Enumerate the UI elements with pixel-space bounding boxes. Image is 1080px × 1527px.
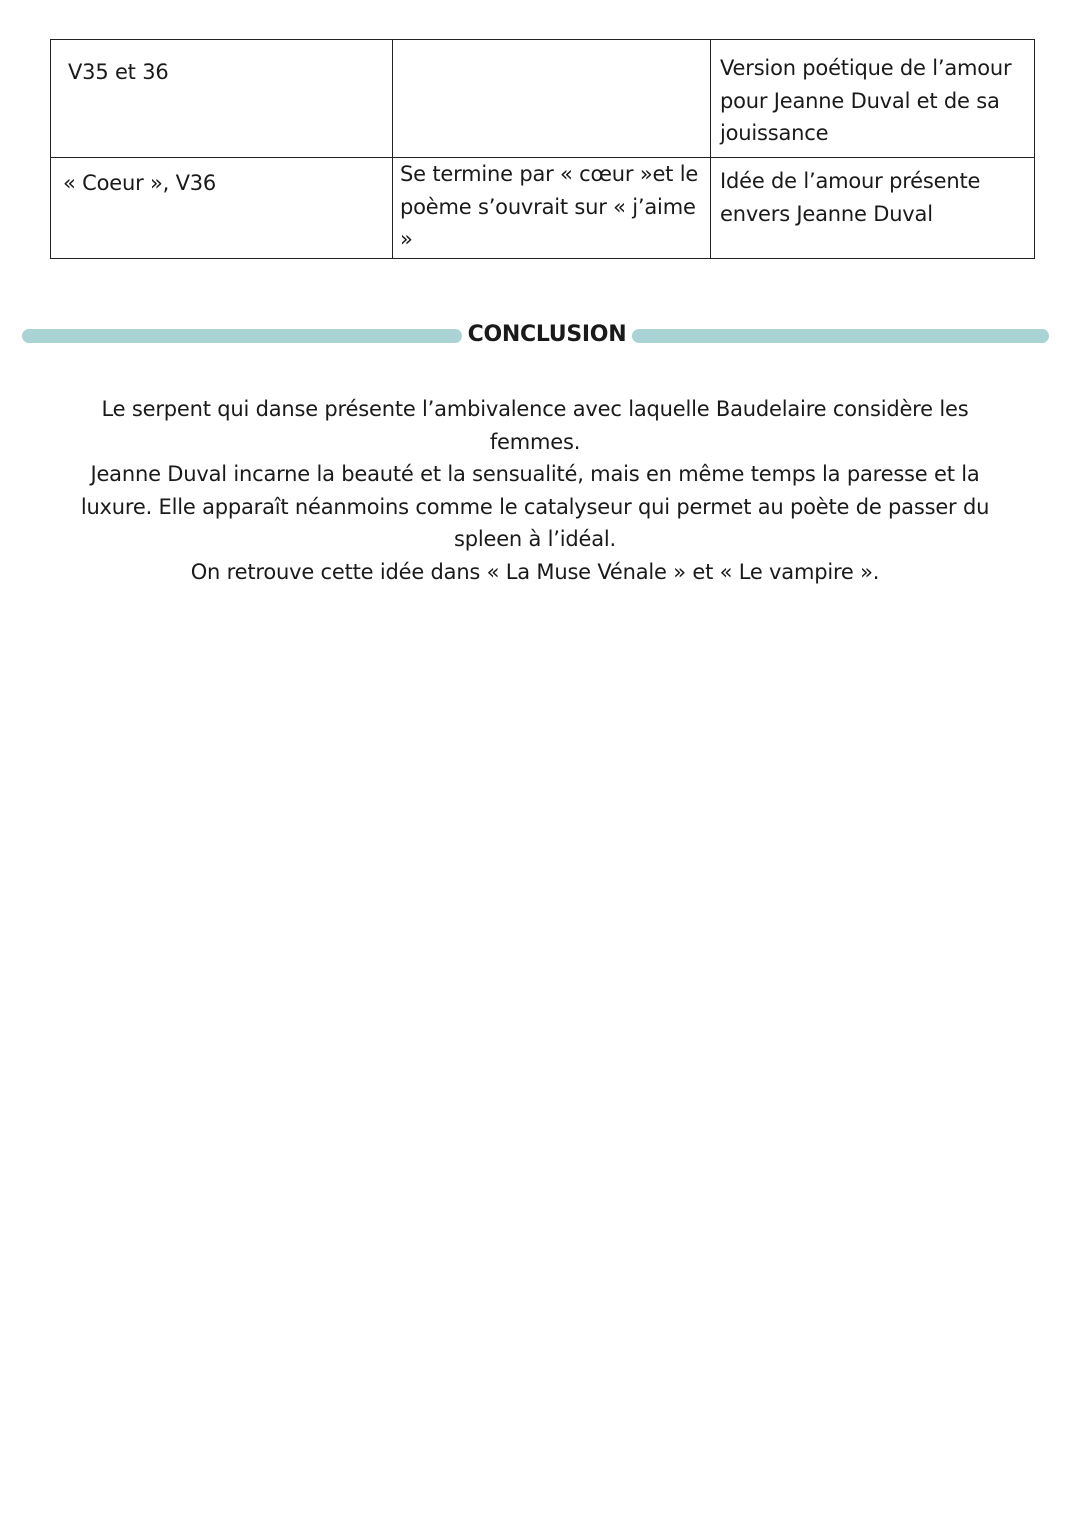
reference-text: « Coeur », V36 [63,171,217,195]
table-row [51,158,1035,259]
decorative-rule-right [632,329,1049,343]
conclusion-paragraph: Jeanne Duval incarne la beauté et la sensualité, mais en même temps la paresse et la luxure. Elle apparaît néanmoins comme le catalyseur qui permet au poète de passer du spleen à l’idéal. [80,462,990,551]
reference-text: V35 et 36 [68,60,169,84]
procede-cell [393,158,711,259]
procede-text: Se termine par « cœur »et le poème s’ouvrait sur « j’aime » [400,162,699,251]
decorative-rule-left [22,329,462,343]
interpretation-text: Idée de l’amour présente envers Jeanne Duval [720,169,981,226]
interpretation-cell [711,158,1035,259]
table-row [51,40,1035,158]
reference-cell [51,40,393,158]
conclusion-body [60,393,1010,588]
conclusion-header [0,318,1080,354]
conclusion-title: CONCLUSION [464,318,630,352]
conclusion-paragraph: On retrouve cette idée dans « La Muse Vénale » et « Le vampire ». [190,559,880,584]
analysis-table [50,39,1035,259]
procede-cell [393,40,711,158]
interpretation-cell [711,40,1035,158]
reference-cell [51,158,393,259]
conclusion-paragraph: Le serpent qui danse présente l’ambivalence avec laquelle Baudelaire considère les femmes. [101,397,969,454]
interpretation-text: Version poétique de l’amour pour Jeanne Duval et de sa jouissance [720,56,1012,145]
